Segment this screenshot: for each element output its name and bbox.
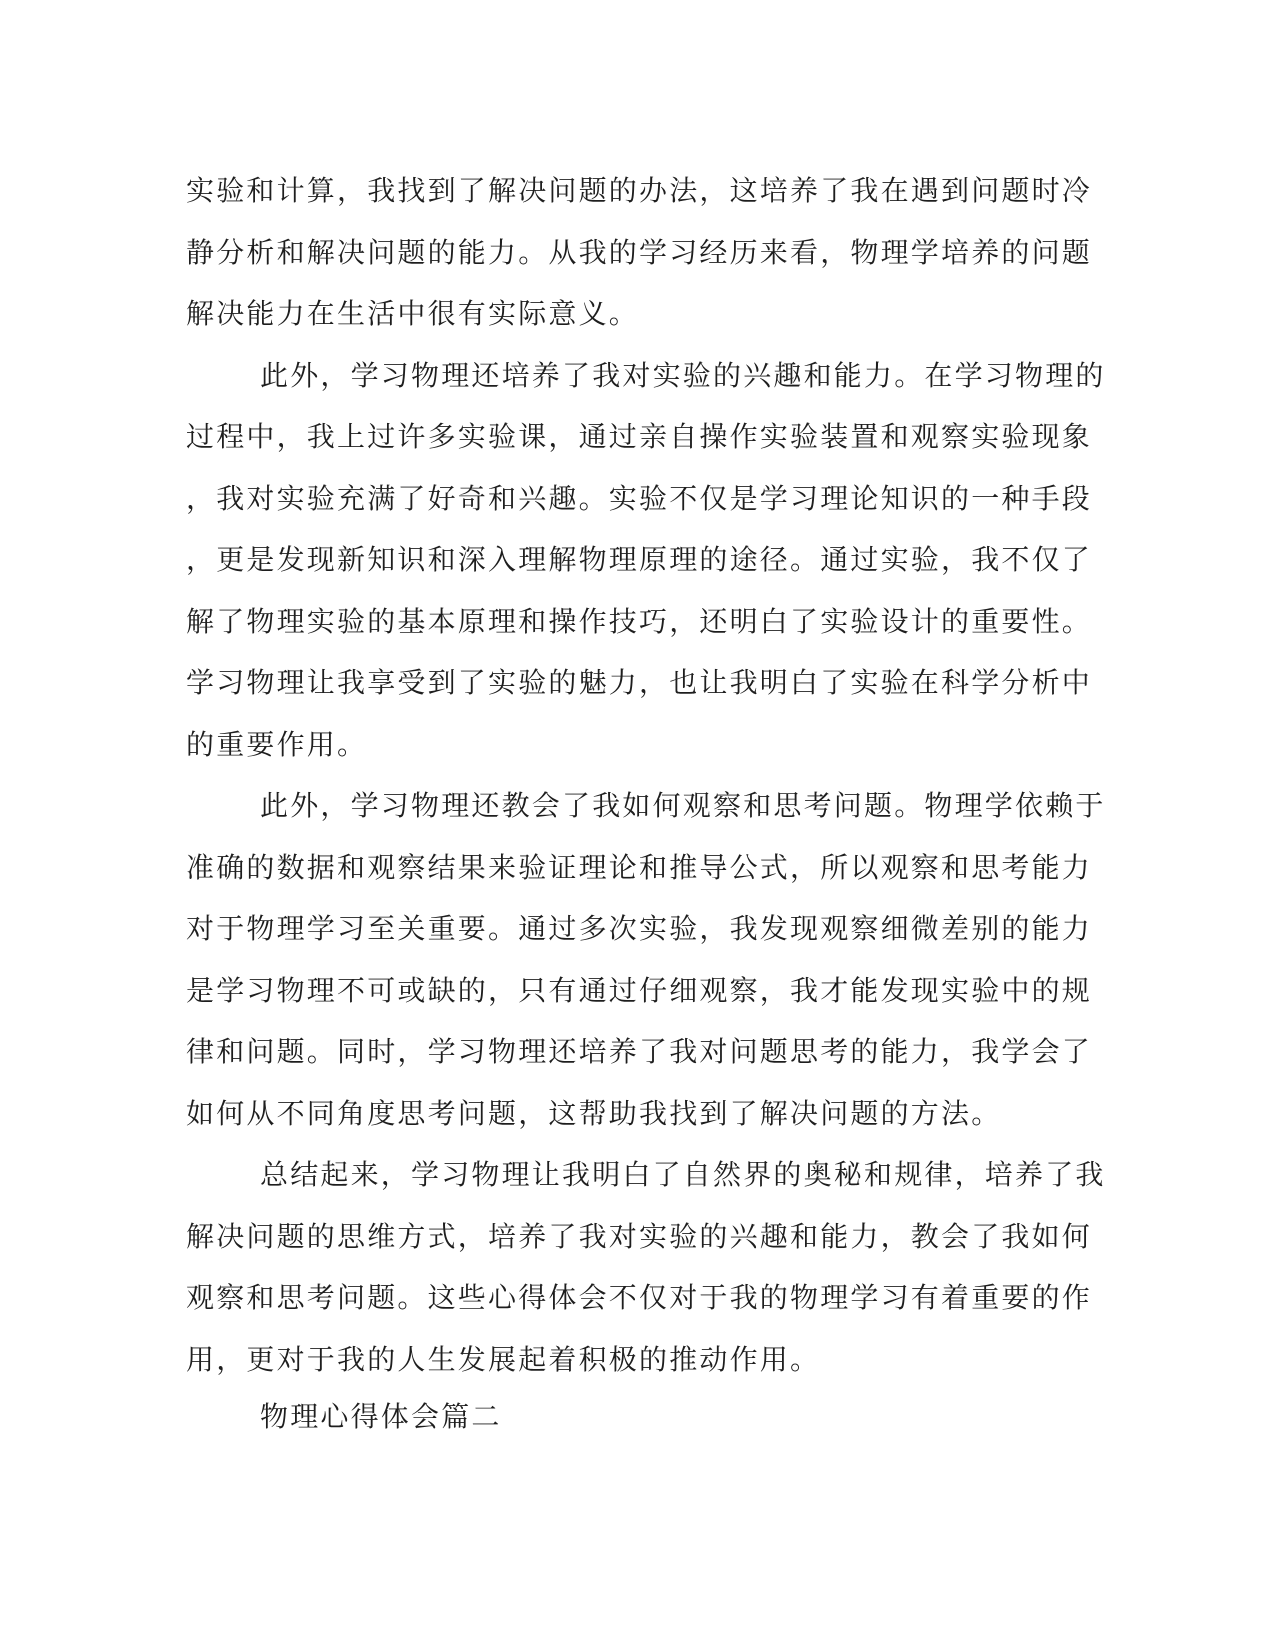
text-line: 准确的数据和观察结果来验证理论和推导公式，所以观察和思考能力	[186, 850, 1093, 884]
text-line: 过程中，我上过许多实验课，通过亲自操作实验装置和观察实验现象	[186, 420, 1093, 453]
text-line: 学习物理让我享受到了实验的魅力，也让我明白了实验在科学分析中	[186, 666, 1093, 699]
section-heading-block	[186, 1386, 1066, 1448]
text-line: 的重要作用。	[186, 727, 368, 761]
text-line: 此外，学习物理还培养了我对实验的兴趣和能力。在学习物理的	[260, 358, 1106, 392]
body-text	[186, 160, 1106, 1390]
text-line: 律和问题。同时，学习物理还培养了我对问题思考的能力，我学会了	[186, 1035, 1093, 1068]
text-line: 解了物理实验的基本原理和操作技巧，还明白了实验设计的重要性。	[186, 604, 1093, 638]
text-line: 总结起来，学习物理让我明白了自然界的奥秘和规律，培养了我	[260, 1158, 1106, 1191]
text-line: 实验和计算，我找到了解决问题的办法，这培养了我在遇到问题时冷	[186, 174, 1093, 207]
text-line: ，我对实验充满了好奇和兴趣。实验不仅是学习理论知识的一种手段	[186, 481, 1093, 515]
text-line: 静分析和解决问题的能力。从我的学习经历来看，物理学培养的问题	[186, 235, 1093, 269]
text-line: ，更是发现新知识和深入理解物理原理的途径。通过实验，我不仅了	[186, 543, 1093, 576]
section-heading: 物理心得体会篇二	[260, 1400, 502, 1433]
text-line: 此外，学习物理还教会了我如何观察和思考问题。物理学依赖于	[260, 789, 1106, 822]
text-line: 解决问题的思维方式，培养了我对实验的兴趣和能力，教会了我如何	[186, 1219, 1093, 1253]
text-line: 观察和思考问题。这些心得体会不仅对于我的物理学习有着重要的作	[186, 1281, 1093, 1314]
text-line: 解决能力在生活中很有实际意义。	[186, 297, 640, 330]
text-line: 用，更对于我的人生发展起着积极的推动作用。	[186, 1342, 821, 1376]
text-line: 对于物理学习至关重要。通过多次实验，我发现观察细微差别的能力	[186, 912, 1093, 945]
text-line: 是学习物理不可或缺的，只有通过仔细观察，我才能发现实验中的规	[186, 973, 1093, 1007]
text-line: 如何从不同角度思考问题，这帮助我找到了解决问题的方法。	[186, 1096, 1002, 1130]
